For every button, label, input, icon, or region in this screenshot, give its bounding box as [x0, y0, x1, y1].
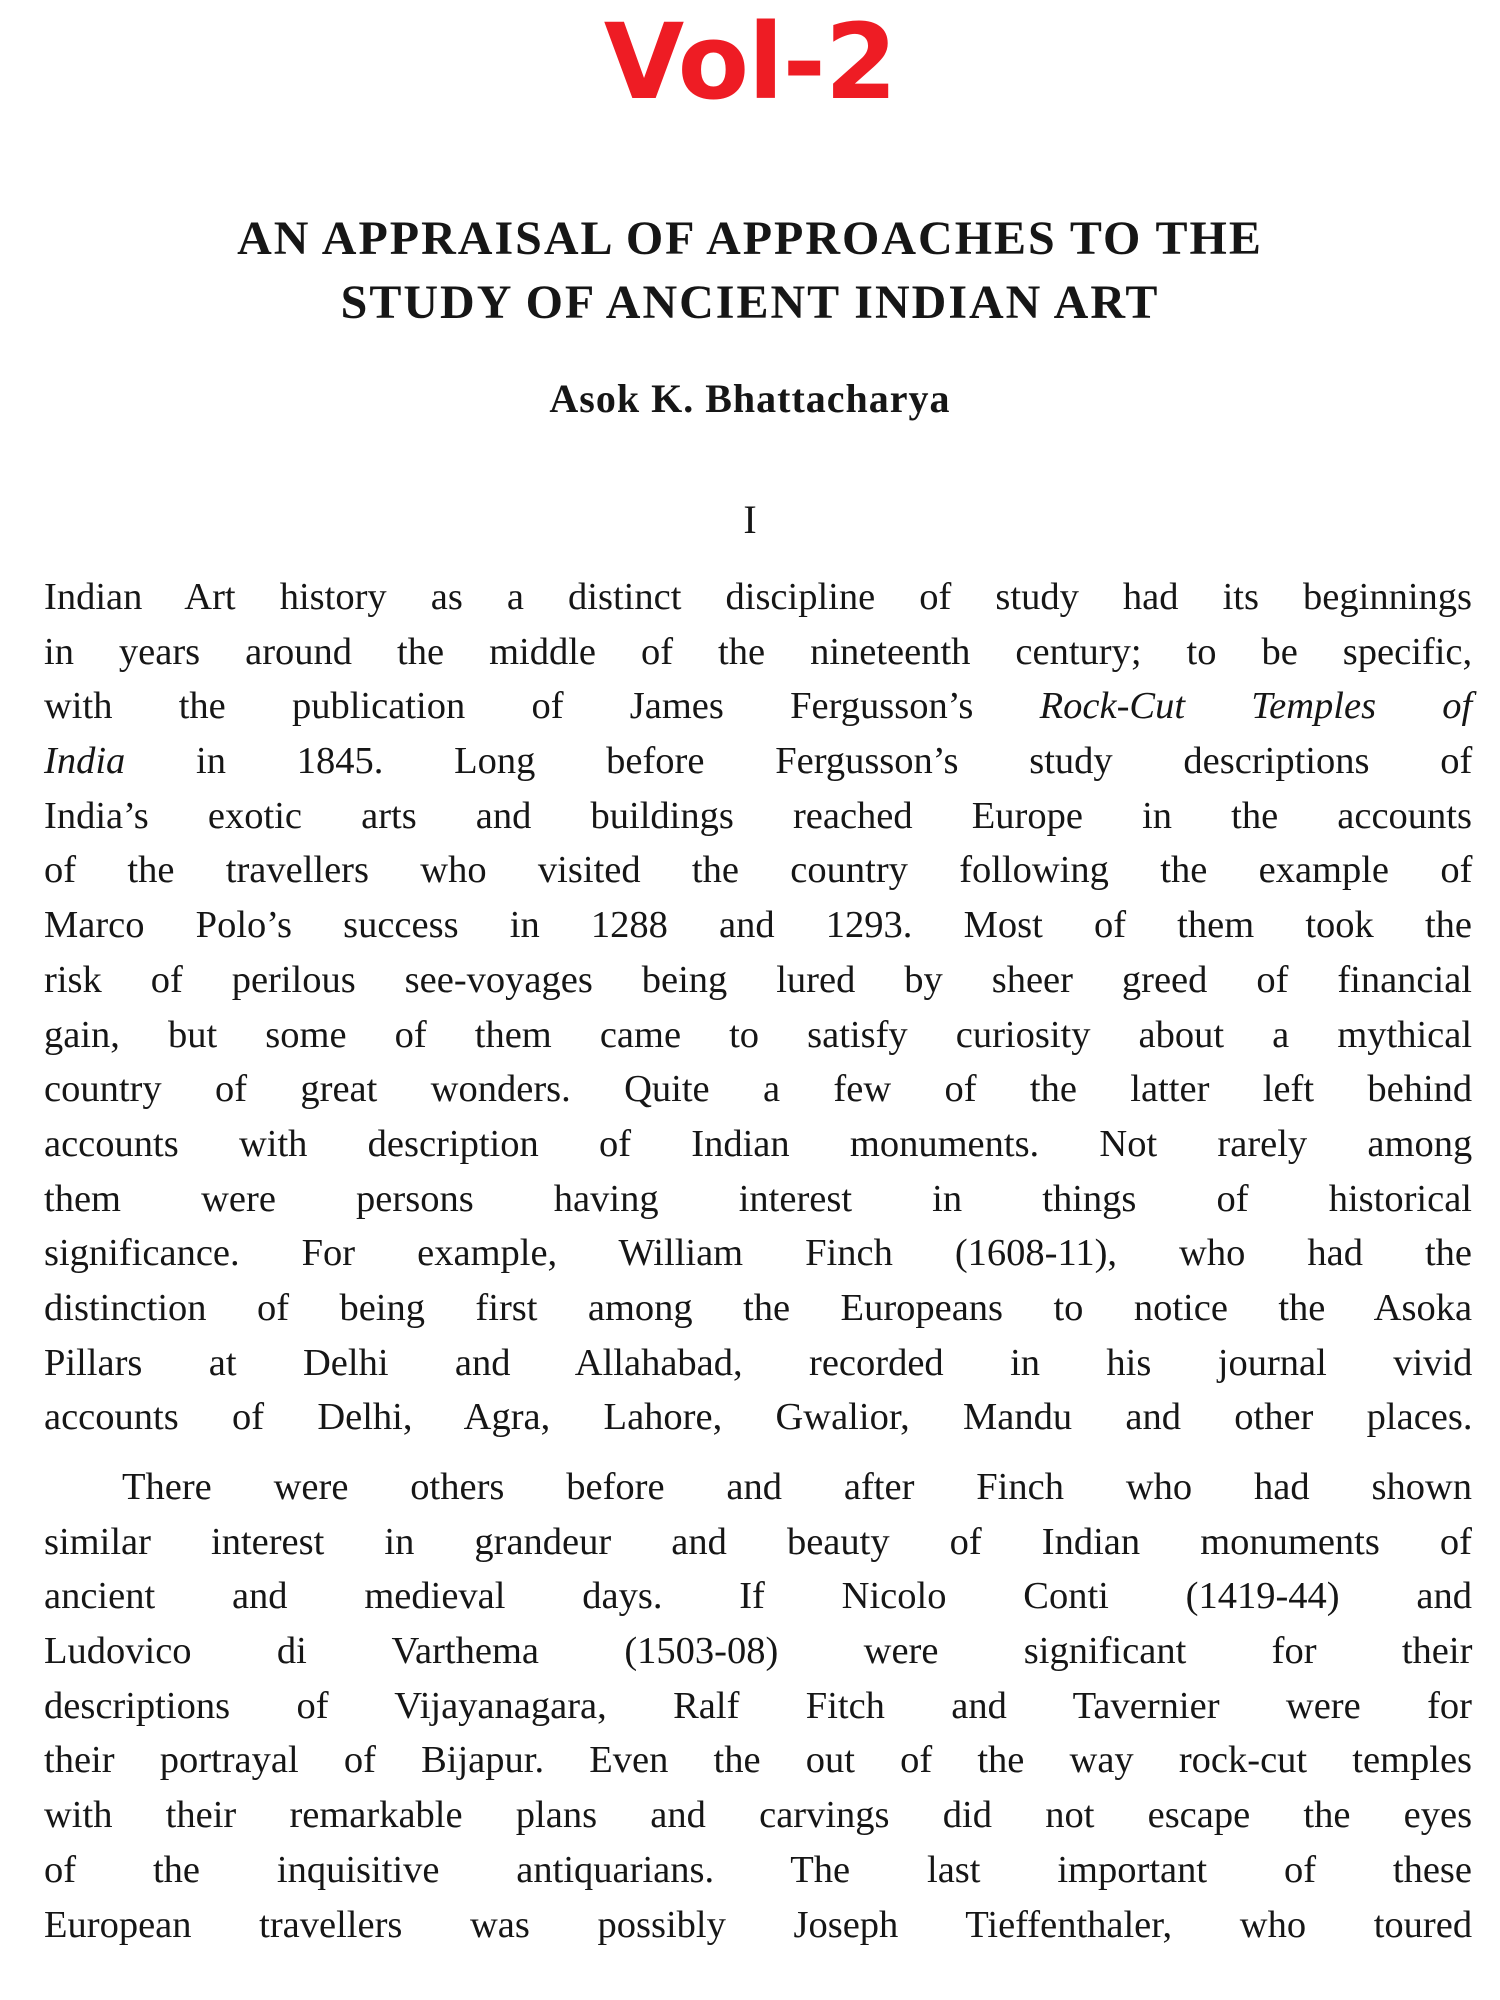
- paragraph-2: [44, 1460, 1472, 1952]
- text-line: [44, 679, 1472, 734]
- text-line: European travellers was possibly Joseph Tieffenthaler, who toured: [44, 1903, 1473, 1946]
- text-line: India’s exotic arts and buildings reached Europe in the accounts: [44, 794, 1472, 837]
- text-line: of the travellers who visited the country following the example of: [44, 849, 1473, 892]
- text-line: of the inquisitive antiquarians. The last important of these: [44, 1848, 1472, 1891]
- text-line: distinction of being first among the Europeans to notice the Asoka: [44, 1286, 1473, 1329]
- text-line: significance. For example, William Finch (1608-11), who had the: [44, 1232, 1472, 1275]
- title-line-2: STUDY OF ANCIENT INDIAN ART: [340, 276, 1160, 329]
- text-line: descriptions of Vijayanagara, Ralf Fitch and Tavernier were for: [44, 1684, 1472, 1727]
- text-line: gain, but some of them came to satisfy curiosity about a mythical: [44, 1013, 1473, 1056]
- text-line: accounts of Delhi, Agra, Lahore, Gwalior, Mandu and other places.: [44, 1396, 1473, 1439]
- book-title-italic: Rock-Cut Temples of: [1039, 685, 1473, 728]
- text-segment: with the publication of James Fergusson’s: [44, 685, 1040, 728]
- text-line: There were others before and after Finch who had shown: [122, 1466, 1472, 1508]
- section-number: I: [743, 497, 757, 542]
- article-title: [60, 207, 1440, 335]
- text-line: Ludovico di Varthema (1503-08) were significant for their: [44, 1630, 1473, 1673]
- text-line: country of great wonders. Quite a few of the latter left behind: [44, 1068, 1473, 1111]
- author-name: Asok K. Bhattacharya: [549, 376, 951, 421]
- text-line: Pillars at Delhi and Allahabad, recorded in his journal vivid: [44, 1341, 1473, 1384]
- text-line: Marco Polo’s success in 1288 and 1293. Most of them took the: [44, 904, 1472, 947]
- title-line-1: AN APPRAISAL OF APPROACHES TO THE: [237, 212, 1263, 265]
- text-line: similar interest in grandeur and beauty of Indian monuments of: [44, 1520, 1473, 1563]
- text-line: ancient and medieval days. If Nicolo Conti (1419-44) and: [44, 1575, 1472, 1618]
- text-line: accounts with description of Indian monuments. Not rarely among: [44, 1122, 1473, 1165]
- text-line: [44, 734, 1472, 789]
- text-line: in years around the middle of the nineteenth century; to be specific,: [44, 630, 1473, 673]
- text-line: with their remarkable plans and carvings did not escape the eyes: [44, 1794, 1473, 1837]
- text-line: their portrayal of Bijapur. Even the out of the way rock-cut temples: [44, 1739, 1473, 1782]
- text-line: them were persons having interest in things of historical: [44, 1177, 1472, 1220]
- paragraph-1: [44, 570, 1472, 1445]
- book-title-italic: India: [44, 740, 126, 783]
- text-line: risk of perilous see-voyages being lured by sheer greed of financial: [44, 958, 1472, 1001]
- volume-label: Vol-2: [603, 1, 897, 123]
- text-segment: in 1845. Long before Fergusson’s study descriptions of: [125, 740, 1473, 783]
- text-line: Indian Art history as a distinct discipline of study had its beginnings: [44, 576, 1473, 618]
